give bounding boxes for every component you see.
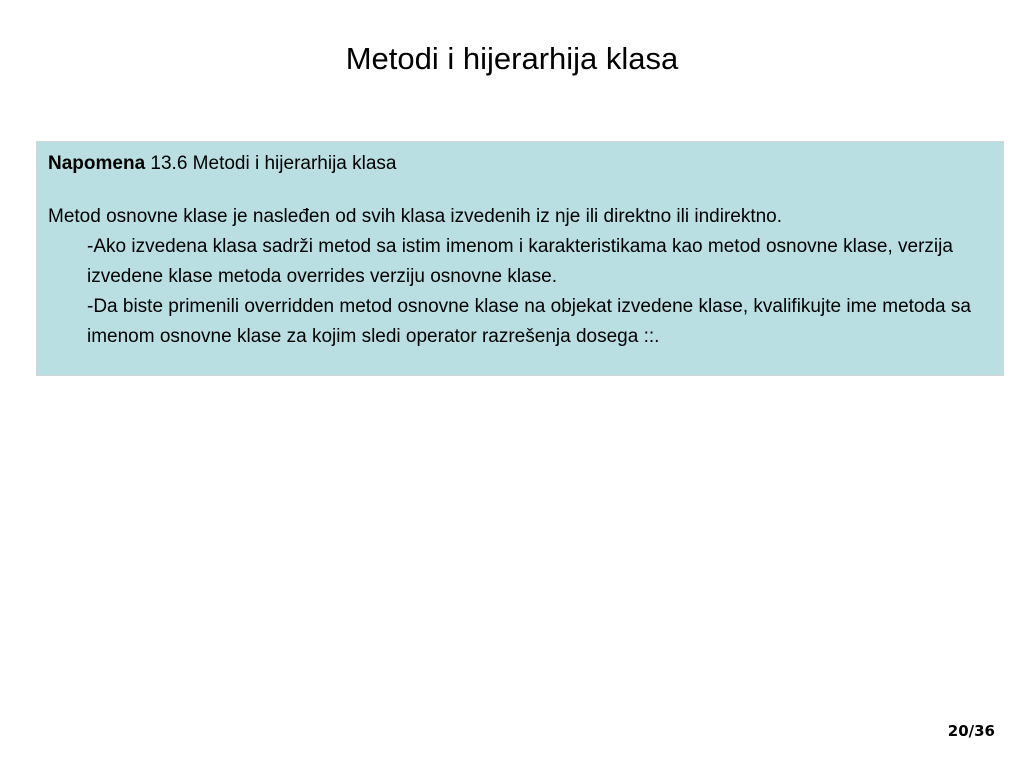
- note-box: [36, 141, 1004, 376]
- note-heading: 13.6 Metodi i hijerarhija klasa: [150, 153, 397, 174]
- slide-title: Metodi i hijerarhija klasa: [345, 40, 679, 76]
- note-point-scope-resolution: -Da biste primenili overridden metod osnovne klase na objekat izvedene klase, kvalifikujte ime metoda sa imenom osnovne klase za kojim sledi operator razrešenja dosega ::.: [87, 296, 971, 347]
- note-point-override: -Ako izvedena klasa sadrži metod sa istim imenom i karakteristikama kao metod osnovne klase, verzija izvedene klase metoda overrides verziju osnovne klase.: [87, 236, 953, 287]
- page-number: 20/36: [947, 722, 995, 740]
- note-label: Napomena: [48, 153, 146, 174]
- note-header: [48, 152, 991, 176]
- note-intro: Metod osnovne klase je nasleđen od svih klasa izvedenih iz nje ili direktno ili indirektno.: [48, 206, 783, 227]
